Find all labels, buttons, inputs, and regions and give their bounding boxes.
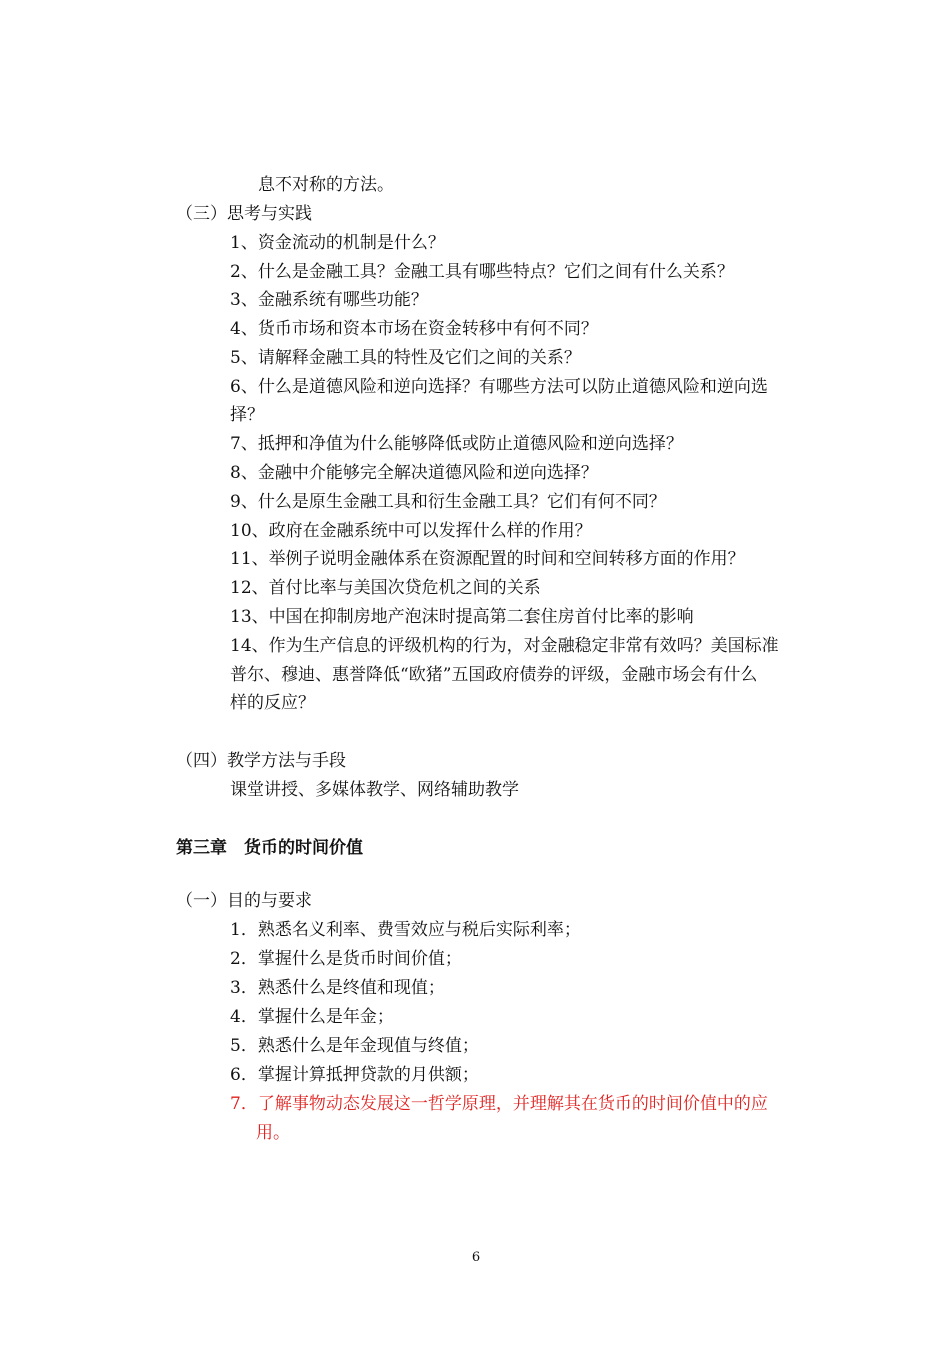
list-item-continuation: 择？	[230, 405, 264, 425]
list-item: 1．熟悉名义利率、费雪效应与税后实际利率；	[230, 920, 581, 940]
list-item: 3、金融系统有哪些功能？	[230, 290, 428, 310]
list-item: 6、什么是道德风险和逆向选择？有哪些方法可以防止道德风险和逆向选	[230, 377, 768, 397]
list-item: 4、货币市场和资本市场在资金转移中有何不同？	[230, 319, 598, 339]
list-item: 6．掌握计算抵押贷款的月供额；	[230, 1065, 479, 1085]
list-item: 5、请解释金融工具的特性及它们之间的关系？	[230, 348, 581, 368]
chapter-title: 第三章 货币的时间价值	[176, 838, 363, 858]
list-item-continuation: 普尔、穆迪、惠誉降低“欧猪”五国政府债券的评级，金融市场会有什么	[230, 665, 758, 685]
list-item: 13、中国在抑制房地产泡沫时提高第二套住房首付比率的影响	[230, 607, 694, 627]
list-item: 8、金融中介能够完全解决道德风险和逆向选择？	[230, 463, 598, 483]
section3-heading: （三）思考与实践	[176, 204, 312, 224]
list-item: 5．熟悉什么是年金现值与终值；	[230, 1036, 479, 1056]
highlighted-list-item: 7．了解事物动态发展这一哲学原理，并理解其在货币的时间价值中的应	[230, 1094, 768, 1114]
highlighted-list-item-continuation: 用。	[256, 1123, 290, 1143]
list-item-continuation: 样的反应？	[230, 693, 315, 713]
list-item: 11、举例子说明金融体系在资源配置的时间和空间转移方面的作用？	[230, 549, 745, 569]
list-item: 9、什么是原生金融工具和衍生金融工具？它们有何不同？	[230, 492, 666, 512]
section4-body: 课堂讲授、多媒体教学、网络辅助教学	[230, 780, 519, 800]
list-item: 2．掌握什么是货币时间价值；	[230, 949, 462, 969]
section4-heading: （四）教学方法与手段	[176, 751, 346, 771]
list-item: 10、政府在金融系统中可以发挥什么样的作用？	[230, 521, 592, 541]
list-item: 14、作为生产信息的评级机构的行为，对金融稳定非常有效吗？美国标准	[230, 636, 779, 656]
list-item: 3．熟悉什么是终值和现值；	[230, 978, 445, 998]
list-item: 2、什么是金融工具？金融工具有哪些特点？它们之间有什么关系？	[230, 262, 734, 282]
chapter-subheading: （一）目的与要求	[176, 891, 312, 911]
list-item: 7、抵押和净值为什么能够降低或防止道德风险和逆向选择？	[230, 434, 683, 454]
continuation-text: 息不对称的方法。	[258, 175, 394, 195]
list-item: 1、资金流动的机制是什么？	[230, 233, 445, 253]
list-item: 12、首付比率与美国次贷危机之间的关系	[230, 578, 541, 598]
list-item: 4．掌握什么是年金；	[230, 1007, 394, 1027]
page-number: 6	[471, 1250, 481, 1265]
